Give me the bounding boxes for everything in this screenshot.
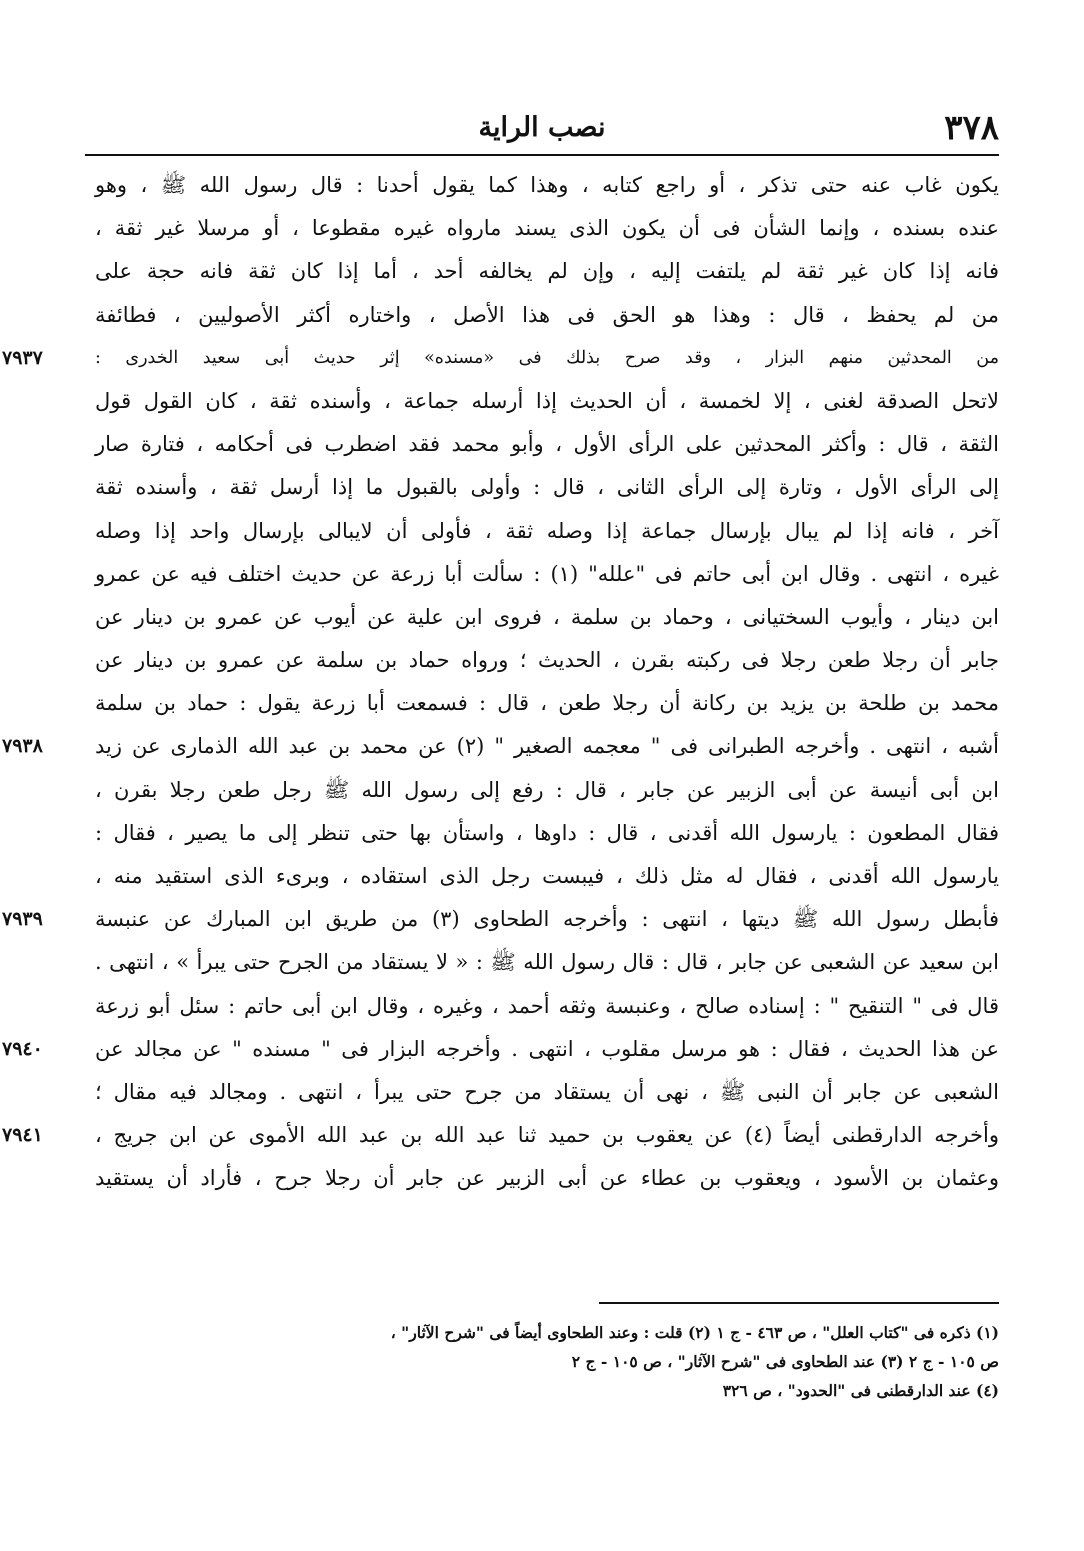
text-line	[95, 855, 999, 898]
line-text: فقال المطعون : يارسول الله أقدنى ، قال : داوها ، واستأن بها حتى تنظر إلى ما يصير ، فقال :	[95, 820, 999, 845]
line-text: عنده بسنده ، وإنما الشأن فى أن يكون الذى يسند مارواه غيره مقطوعا ، أو مرسلا غير ثقة ،	[95, 216, 999, 241]
text-line	[95, 596, 999, 639]
text-line	[2, 337, 999, 380]
footnote-line: (٤) عند الدارقطنى فى "الحدود" ، ص ٣٢٦	[722, 1381, 999, 1400]
line-text: من لم يحفظ ، قال : وهذا هو الحق فى هذا الأصل ، واختاره أكثر الأصوليين ، فطائفة	[95, 302, 999, 327]
line-text: غيره ، انتهى . وقال ابن أبى حاتم فى "علله" (١) : سألت أبا زرعة عن حديث اختلف فيه عن عمرو	[95, 561, 999, 586]
footnote-rule	[599, 1302, 999, 1304]
text-line	[95, 639, 999, 682]
text-line	[95, 380, 999, 423]
main-text	[2, 164, 1000, 1201]
text-line	[95, 941, 999, 984]
footnotes	[95, 1318, 999, 1405]
running-title: نصب الراية	[478, 112, 606, 143]
text-line	[95, 1071, 999, 1114]
text-line	[2, 725, 1000, 768]
text-line	[95, 250, 999, 293]
hadith-number: ٧٩٣٨	[2, 735, 43, 758]
text-line	[2, 1028, 999, 1071]
line-text: عن هذا الحديث ، فقال : هو مرسل مقلوب ، انتهى . وأخرجه البزار فى " مسنده " عن مجالد عن	[95, 1036, 999, 1061]
text-line	[95, 985, 999, 1028]
line-text: ابن سعيد عن الشعبى عن جابر ، قال : قال رسول الله ﷺ : « لا يستقاد من الجرح حتى يبرأ » ، انتهى .	[95, 950, 999, 975]
hadith-number: ٧٩٣٧	[2, 346, 43, 369]
line-text: وعثمان بن الأسود ، ويعقوب بن عطاء عن أبى الزبير عن جابر أن رجلا جرح ، فأراد أن يستقيد	[95, 1166, 999, 1191]
text-line	[95, 207, 999, 250]
text-line	[95, 466, 999, 509]
line-text: ابن دينار ، وأيوب السختيانى ، وحماد بن سلمة ، فروى ابن علية عن أيوب عن عمرو بن دينار عن	[95, 604, 999, 629]
text-line	[2, 1114, 999, 1157]
header-rule	[85, 154, 999, 156]
text-line	[95, 812, 999, 855]
hadith-number: ٧٩٤١	[2, 1124, 43, 1147]
line-text: أشبه ، انتهى . وأخرجه الطبرانى فى " معجمه الصغير " (٢) عن محمد بن عبد الله الذمارى عن زيد	[95, 734, 1000, 759]
line-text: لاتحل الصدقة لغنى ، إلا لخمسة ، أن الحديث إذا أرسله جماعة ، وأسنده ثقة ، كان القول قول	[95, 388, 999, 413]
text-line	[95, 294, 999, 337]
line-text: فأبطل رسول الله ﷺ ديتها ، انتهى : وأخرجه الطحاوى (٣) من طريق ابن المبارك عن عنبسة	[95, 907, 1000, 932]
text-line	[95, 510, 999, 553]
footnote-line: (١) ذكره فى "كتاب العلل" ، ص ٤٦٣ - ج ١ (٢) قلت : وعند الطحاوى أيضاً فى "شرح الآثار" ،	[390, 1323, 999, 1342]
line-text: آخر ، فانه إذا لم يبال بإرسال جماعة إذا وصله ثقة ، فأولى أن لايبالى بإرسال واحد إذا وصله	[95, 518, 999, 543]
line-text: يارسول الله أقدنى ، فقال له مثل ذلك ، فيبست رجل الذى استقاده ، وبرىء الذى استقيد منه ،	[95, 864, 999, 888]
text-line	[95, 682, 999, 725]
line-text: الثقة ، قال : وأكثر المحدثين على الرأى الأول ، وأبو محمد فقد اضطرب فى أحكامه ، فتارة صار	[95, 432, 999, 457]
text-line	[95, 769, 999, 812]
text-line	[95, 423, 999, 466]
line-text: الشعبى عن جابر أن النبى ﷺ ، نهى أن يستقاد من جرح حتى يبرأ ، انتهى . ومجالد فيه مقال ؛	[95, 1079, 999, 1104]
text-line	[95, 164, 999, 207]
footnote-line: ص ١٠٥ - ج ٢ (٣) عند الطحاوى فى "شرح الآثار" ، ص ١٠٥ - ج ٢	[571, 1352, 999, 1371]
page-number: ٣٧٨	[944, 108, 999, 148]
hadith-number: ٧٩٤٠	[2, 1037, 43, 1060]
line-text: جابر أن رجلا طعن رجلا فى ركبته بقرن ، الحديث ؛ ورواه حماد بن سلمة عن عمرو بن دينار عن	[95, 648, 999, 673]
line-text: يكون غاب عنه حتى تذكر ، أو راجع كتابه ، وهذا كما يقول أحدنا : قال رسول الله ﷺ ، وهو	[95, 173, 999, 197]
line-text: فانه إذا كان غير ثقة لم يلتفت إليه ، وإن لم يخالفه أحد ، أما إذا كان ثقة فانه حجة على	[95, 259, 999, 284]
hadith-number: ٧٩٣٩	[2, 908, 43, 931]
line-text: وأخرجه الدارقطنى أيضاً (٤) عن يعقوب بن حميد ثنا عبد الله بن عبد الله الأموى عن ابن جريج ،	[95, 1123, 999, 1148]
text-line	[95, 553, 999, 596]
line-text: إلى الرأى الأول ، وتارة إلى الرأى الثانى ، قال : وأولى بالقبول ما إذا أرسل ثقة ، وأسنده ثقة	[95, 475, 999, 500]
line-text: محمد بن طلحة بن يزيد بن ركانة أن رجلا طعن ، قال : فسمعت أبا زرعة يقول : حماد بن سلمة	[95, 691, 999, 716]
line-text: من المحدثين منهم البزار ، وقد صرح بذلك فى «مسنده» إثر حديث أبى سعيد الخدرى :	[95, 347, 999, 368]
page-header	[85, 100, 999, 152]
text-line	[95, 1157, 999, 1200]
line-text: قال فى " التنقيح " : إسناده صالح ، وعنبسة وثقه أحمد ، وغيره ، وقال ابن أبى حاتم : سئل أبو زرعة	[95, 993, 999, 1018]
line-text: ابن أبى أنيسة عن أبى الزبير عن جابر ، قال : رفع إلى رسول الله ﷺ رجل طعن رجلا بقرن ،	[95, 777, 999, 802]
text-line	[2, 898, 1000, 941]
